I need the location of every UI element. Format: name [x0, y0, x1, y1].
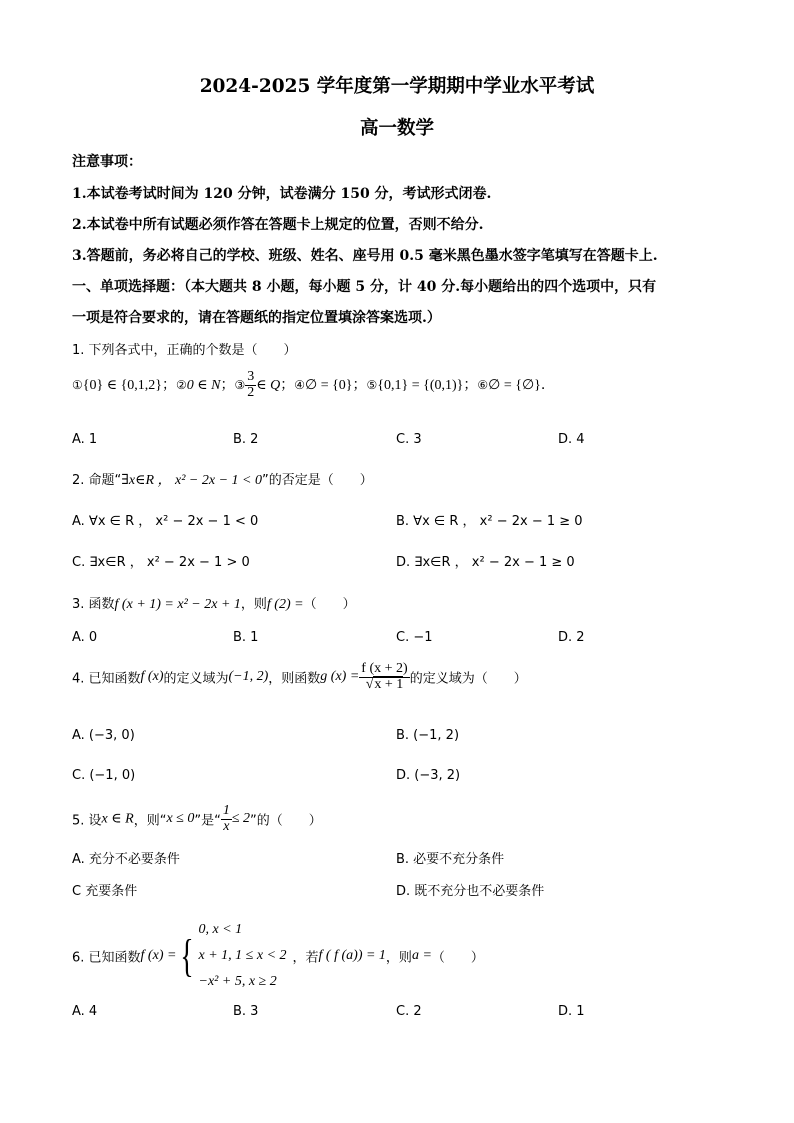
q2-option-d[interactable]: D. ∃x∈R ， x² − 2x − 1 ≥ 0: [396, 555, 575, 570]
q6-stem-m3: a =: [411, 948, 432, 963]
q1-sep-4: ；: [352, 377, 367, 394]
q1-item-5-num: ⑤: [366, 378, 378, 393]
q1-item-4-expr: ∅ = {0}: [305, 378, 353, 394]
q1-end: .: [540, 377, 546, 394]
q4-option-b[interactable]: B. (−1, 2): [396, 728, 460, 743]
q1-item-3-frac-den: 2: [247, 384, 255, 400]
q3-stem-b: ，则: [240, 597, 267, 612]
q4-stem-c: ，则函数: [268, 671, 321, 687]
section-heading-line2: 一项是符合要求的，请在答题纸的指定位置填涂答案选项.）: [72, 310, 441, 326]
q3-stem-math1: f (x + 1) = x² − 2x + 1: [114, 597, 241, 612]
q1-sep-3: ；: [280, 377, 295, 394]
q4-stem-b: 的定义域为: [163, 671, 229, 687]
q6-stem: [72, 917, 484, 995]
q6-stem-c: ，则: [385, 950, 412, 966]
q6-cases: [199, 917, 287, 995]
q1-item-2-expr: 0 ∈ N: [186, 378, 221, 394]
q3-option-a[interactable]: A. 0: [72, 630, 98, 645]
q4-frac-num: f (x + 2): [361, 661, 408, 676]
q1-option-c[interactable]: C. 3: [396, 432, 422, 447]
q5-stem: [72, 804, 322, 834]
q1-option-a[interactable]: A. 1: [72, 432, 98, 447]
q4-option-a[interactable]: A. (−3, 0): [72, 728, 135, 743]
q5-stem-c: ”是“: [194, 813, 221, 829]
notice-item-1: 1.本试卷考试时间为 120 分钟，试卷满分 150 分，考试形式闭卷.: [72, 186, 492, 202]
q1-item-2-num: ②: [176, 378, 187, 393]
q4-stem-a: 4. 已知函数: [72, 671, 141, 687]
q5-frac-num: 1: [222, 803, 230, 818]
q5-fraction: [221, 804, 232, 834]
q1-option-b[interactable]: B. 2: [233, 432, 259, 447]
q4-option-d[interactable]: D. (−3, 2): [396, 768, 461, 783]
q1-item-5-expr: {0,1} = {(0,1)}: [377, 378, 464, 394]
notice-heading: 注意事项：: [72, 154, 142, 170]
q5-option-d[interactable]: D. 既不充分也不必要条件: [396, 884, 545, 899]
q2-option-c[interactable]: C. ∃x∈R ， x² − 2x − 1 > 0: [72, 555, 250, 570]
q1-sep-5: ；: [463, 377, 478, 394]
notice-item-2: 2.本试卷中所有试题必须作答在答题卡上规定的位置，否则不给分.: [72, 217, 484, 233]
q1-item-1-num: ①: [72, 378, 83, 393]
q2-option-a[interactable]: A. ∀x ∈ R ， x² − 2x − 1 < 0: [72, 514, 259, 529]
q1-items: [72, 370, 545, 400]
q2-stem: [72, 469, 373, 489]
q6-case-2: x + 1, 1 ≤ x < 2: [198, 948, 287, 963]
q6-option-b[interactable]: B. 3: [233, 1004, 259, 1019]
q6-stem-d: （ ）: [431, 950, 484, 966]
q6-stem-a: 6. 已知函数: [72, 950, 141, 966]
q4-stem: [72, 662, 527, 692]
q3-stem: [72, 593, 356, 613]
q3-option-b[interactable]: B. 1: [233, 630, 259, 645]
q5-stem-m2: x ≤ 0: [166, 811, 195, 827]
q6-stem-m2: f ( f (a)) = 1: [318, 948, 386, 963]
q1-option-d[interactable]: D. 4: [558, 432, 585, 447]
q4-frac-den-radicand: x + 1: [374, 676, 404, 692]
q1-sep-1: ；: [162, 377, 177, 394]
notice-item-3: 3.答题前，务必将自己的学校、班级、姓名、座号用 0.5 毫米黑色墨水签字笔填写在答题卡上.: [72, 248, 658, 264]
q3-option-c[interactable]: C. −1: [396, 630, 433, 645]
q6-brace: {: [180, 930, 195, 981]
q4-fraction: [359, 662, 409, 692]
q5-frac-den: x: [223, 818, 230, 834]
q1-item-3-num: ③: [234, 378, 246, 393]
q6-option-d[interactable]: D. 1: [558, 1004, 585, 1019]
q4-stem-m1: f (x): [140, 669, 164, 685]
q3-stem-c: （ ）: [303, 597, 356, 612]
q6-case-1: 0, x < 1: [198, 922, 243, 937]
q3-stem-a: 3. 函数: [72, 597, 115, 612]
q1-item-3-frac: [245, 370, 256, 400]
q6-stem-m1: f (x) =: [140, 948, 177, 963]
q4-frac-den: √x + 1: [365, 676, 404, 692]
q1-item-4-num: ④: [294, 378, 305, 393]
q5-option-b[interactable]: B. 必要不充分条件: [396, 852, 505, 867]
exam-subject: 高一数学: [359, 118, 434, 139]
q6-stem-b: ，若: [292, 950, 319, 966]
q5-stem-m3: ≤ 2: [231, 811, 251, 827]
q6-case-3: −x² + 5, x ≥ 2: [198, 974, 277, 989]
q2-stem-math: ∃x∈R ， x² − 2x − 1 < 0: [121, 473, 262, 488]
q2-option-b[interactable]: B. ∀x ∈ R ， x² − 2x − 1 ≥ 0: [396, 514, 583, 529]
q3-stem-math2: f (2) =: [266, 597, 304, 612]
q3-option-d[interactable]: D. 2: [558, 630, 585, 645]
q4-stem-d: 的定义域为（ ）: [409, 671, 527, 687]
q5-stem-b: ，则“: [133, 813, 167, 829]
q1-item-1-expr: {0} ∈ {0,1,2}: [82, 378, 163, 394]
q2-stem-a: 2. 命题“: [72, 473, 122, 488]
q2-stem-b: ”的否定是（ ）: [261, 473, 373, 488]
q4-stem-m2: (−1, 2): [228, 669, 269, 685]
exam-title: 2024-2025 学年度第一学期期中学业水平考试: [199, 76, 595, 97]
q1-item-3-frac-num: 3: [247, 369, 255, 384]
section-heading-line1: 一、单项选择题：（本大题共 8 小题，每小题 5 分，计 40 分.每小题给出的四个选项中，只有: [72, 279, 657, 295]
q5-stem-d: ”的（ ）: [250, 813, 322, 829]
q4-option-c[interactable]: C. (−1, 0): [72, 768, 136, 783]
q6-option-c[interactable]: C. 2: [396, 1004, 422, 1019]
q1-item-6-num: ⑥: [477, 378, 489, 393]
q5-option-c[interactable]: C 充要条件: [72, 884, 138, 899]
q1-sep-2: ；: [220, 377, 235, 394]
q1-item-6-expr: ∅ = {∅}: [488, 378, 541, 394]
q4-stem-m3: g (x) =: [320, 669, 360, 685]
q5-option-a[interactable]: A. 充分不必要条件: [72, 852, 180, 867]
q1-item-3-rest: ∈ Q: [256, 378, 281, 394]
q5-stem-m1: x ∈ R: [101, 811, 134, 827]
q1-stem: 1. 下列各式中，正确的个数是（ ）: [72, 343, 297, 358]
q5-stem-a: 5. 设: [72, 813, 102, 829]
q6-option-a[interactable]: A. 4: [72, 1004, 98, 1019]
